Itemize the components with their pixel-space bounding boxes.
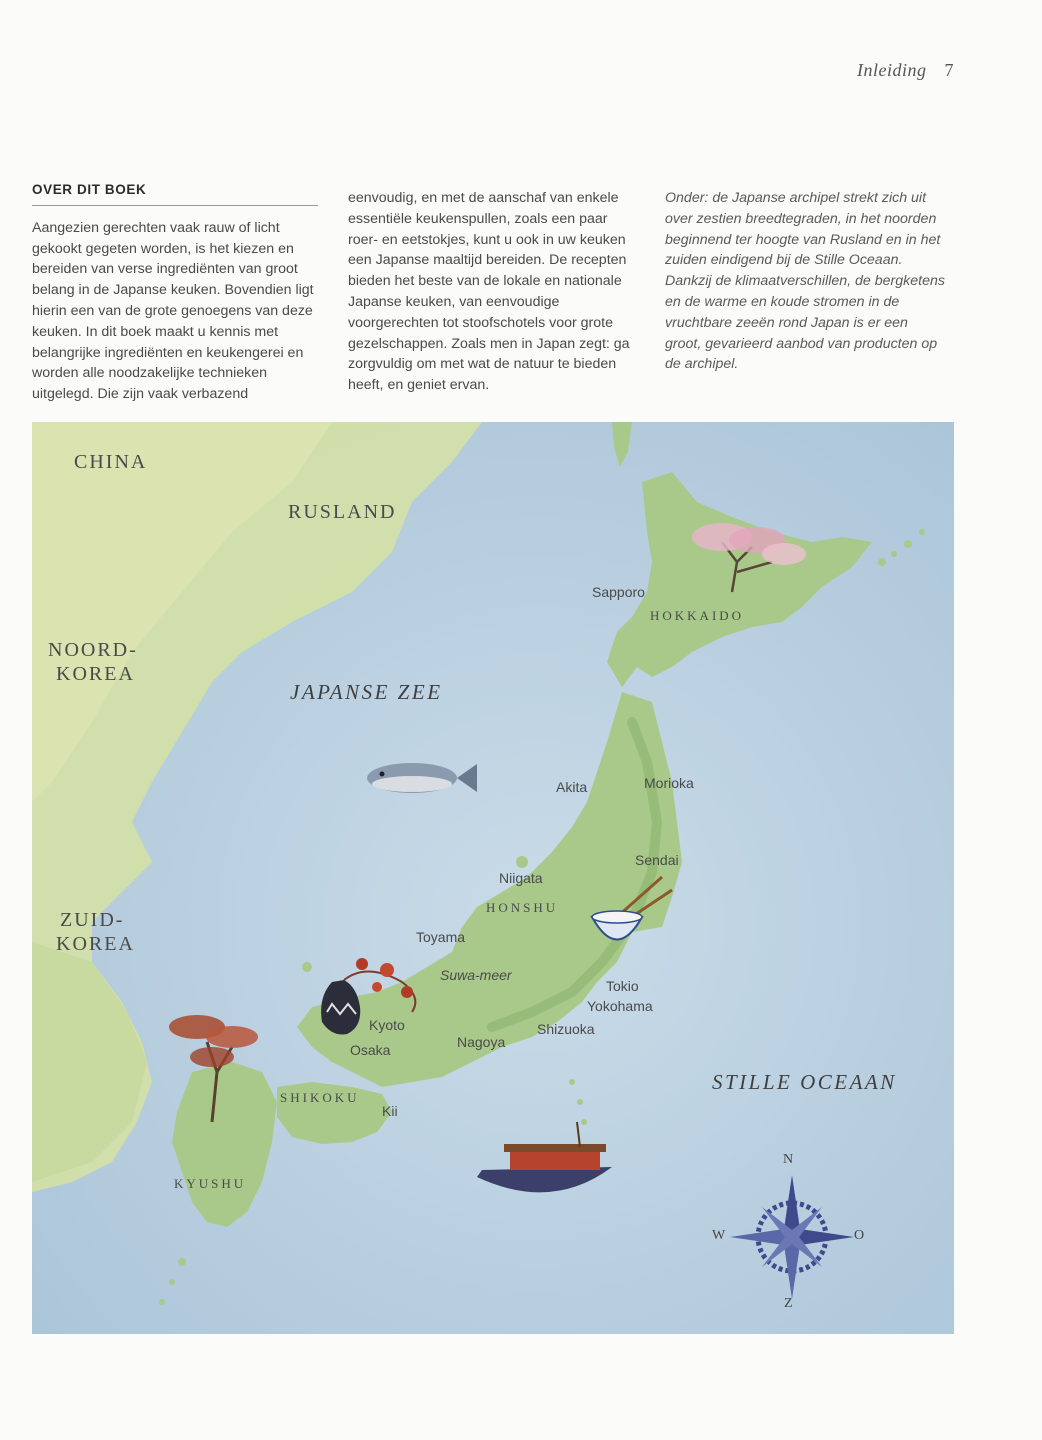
compass-south: Z (784, 1296, 793, 1311)
running-head (857, 60, 954, 81)
label-kii: Kii (382, 1103, 398, 1119)
label-noord-korea-2: KOREA (56, 663, 135, 685)
label-shizuoka: Shizuoka (537, 1021, 595, 1037)
label-suwa-meer: Suwa-meer (440, 967, 512, 983)
label-niigata: Niigata (499, 870, 543, 886)
label-morioka: Morioka (644, 775, 694, 791)
label-osaka: Osaka (350, 1042, 391, 1058)
japan-map (32, 422, 954, 1334)
text-column-2 (348, 188, 634, 396)
caption-text: Onder: de Japanse archipel strekt zich uit over zestien breedtegraden, in het noorden beginnend ter hoogte van Rusland en in het zuiden eindigend bij de Stille Oceaan. Dankzij de klimaatverschillen, de bergketens en de warme en koude stromen in de vruchtbare zeeën rond Japan is er een groot, gevarieerd aanbod van producten op de archipel. (665, 190, 945, 373)
label-zuid-korea-2: KOREA (56, 933, 135, 955)
label-akita: Akita (556, 779, 588, 795)
page-number: 7 (944, 60, 954, 80)
label-stille-oceaan: STILLE OCEAAN (712, 1070, 897, 1094)
label-sapporo: Sapporo (592, 584, 645, 600)
label-hokkaido: HOKKAIDO (650, 608, 745, 623)
label-honshu: HONSHU (486, 900, 559, 915)
label-nagoya: Nagoya (457, 1034, 506, 1050)
map-illustration (32, 422, 954, 1334)
map-caption (665, 188, 945, 375)
body-paragraph-1: Aangezien gerechten vaak rauw of licht gekookt gegeten worden, is het kiezen en bereiden van verse ingrediënten van groot belang in de Japanse keuken. Bovendien ligt hierin een van de grote genoegens van deze keuken. In dit boek maakt u kennis met belangrijke ingrediënten en keukengerei en worden alle noodzakelijke technieken uitgelegd. Die zijn vaak verbazend (32, 219, 314, 403)
label-noord-korea-1: NOORD- (48, 639, 138, 661)
label-toyama: Toyama (416, 929, 466, 945)
label-japanse-zee: JAPANSE ZEE (290, 680, 443, 704)
text-column-1 (32, 180, 318, 405)
label-rusland: RUSLAND (288, 501, 397, 523)
section-title: Inleiding (857, 60, 927, 80)
label-sendai: Sendai (635, 852, 679, 868)
compass-east: O (854, 1228, 865, 1243)
label-kyoto: Kyoto (369, 1017, 405, 1033)
compass-west: W (712, 1228, 726, 1243)
label-kyushu: KYUSHU (174, 1176, 247, 1191)
body-paragraph-2: eenvoudig, en met de aanschaf van enkele essentiële keukenspullen, zoals een paar roer- en eetstokjes, kunt u ook in uw keuken een Japanse maaltijd bereiden. De recepten bieden het beste van de lokale en nationale Japanse keuken, van eenvoudige voorgerechten tot stoofschotels voor grote gezelschappen. Zoals men in Japan zegt: ga zorgvuldig om met wat de natuur te bieden heeft, en geniet ervan. (348, 190, 630, 394)
label-zuid-korea-1: ZUID- (60, 909, 125, 931)
label-tokio: Tokio (606, 978, 639, 994)
compass-north: N (783, 1152, 794, 1167)
section-heading: OVER DIT BOEK (32, 180, 318, 206)
label-china: CHINA (74, 451, 148, 473)
label-shikoku: SHIKOKU (280, 1090, 360, 1105)
label-yokohama: Yokohama (587, 998, 653, 1014)
